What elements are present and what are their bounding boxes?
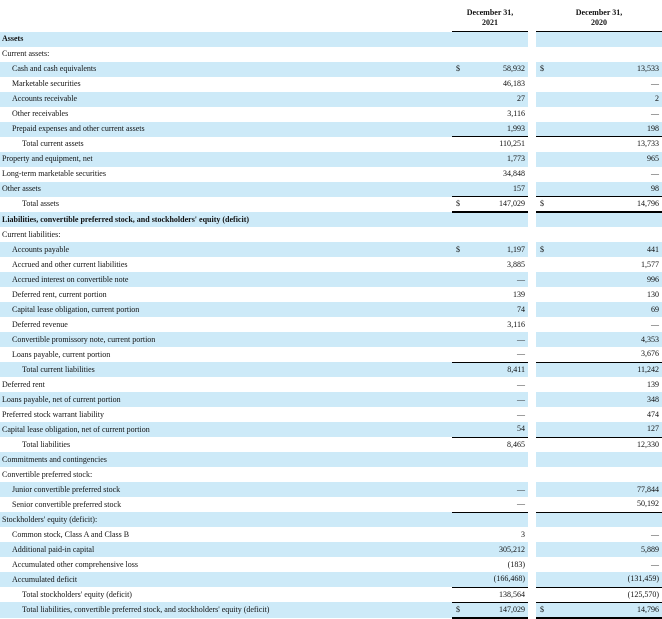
dollar-sign-2021	[452, 362, 470, 377]
table-row	[0, 497, 662, 512]
dollar-sign-2021	[452, 272, 470, 287]
value-2021: 27	[470, 92, 528, 107]
table-row	[0, 92, 662, 107]
dollar-sign-2020	[536, 227, 554, 242]
value-2020: 12,330	[554, 437, 662, 452]
value-2021: 305,212	[470, 542, 528, 557]
column-gap	[528, 602, 536, 618]
dollar-sign-2020	[536, 587, 554, 602]
dollar-sign-2020	[536, 107, 554, 122]
dollar-sign-2021	[452, 587, 470, 602]
dollar-sign-2020	[536, 467, 554, 482]
dollar-sign-2020	[536, 422, 554, 437]
table-row	[0, 482, 662, 497]
dollar-sign-2021	[452, 542, 470, 557]
column-gap	[528, 467, 536, 482]
value-2021: —	[517, 409, 525, 419]
column-gap	[528, 47, 536, 62]
dollar-sign-2021: $	[452, 602, 470, 618]
value-2020: 441	[554, 242, 662, 257]
value-2021: 3,116	[507, 109, 525, 118]
dollar-sign-2021	[452, 227, 470, 242]
dollar-sign-2020: $	[536, 197, 554, 213]
table-row	[0, 137, 662, 152]
value-2020: 50,192	[554, 497, 662, 512]
row-label: Other receivables	[12, 109, 69, 118]
dollar-sign-2020	[536, 137, 554, 152]
row-label: Long-term marketable securities	[2, 169, 106, 178]
value-2020: 1,577	[641, 259, 659, 269]
value-2020: 13,733	[554, 137, 662, 152]
table-row	[0, 152, 662, 167]
value-2020: 13,533	[554, 62, 662, 77]
dollar-sign-2021	[452, 437, 470, 452]
value-2021: 8,465	[470, 437, 528, 452]
header-label-cell	[0, 0, 452, 32]
column-gap	[528, 137, 536, 152]
dollar-sign-2021	[452, 482, 470, 497]
dollar-sign-2021	[452, 152, 470, 167]
column-gap	[528, 572, 536, 587]
value-2020: 198	[554, 122, 662, 137]
value-2021: —	[470, 497, 528, 512]
value-2021	[470, 227, 528, 242]
value-2021: 110,251	[470, 137, 528, 152]
table-row	[0, 362, 662, 377]
table-row	[0, 257, 662, 272]
column-gap	[528, 347, 536, 362]
row-label: Current liabilities:	[2, 229, 61, 239]
value-2020: —	[651, 79, 659, 88]
table-row	[0, 272, 662, 287]
value-2021: 3	[521, 529, 525, 539]
dollar-sign-2021	[452, 182, 470, 197]
table-row	[0, 437, 662, 452]
value-2021: 46,183	[503, 79, 525, 88]
row-label: Stockholders' equity (deficit):	[0, 512, 452, 527]
column-gap	[528, 152, 536, 167]
dollar-sign-2020	[536, 527, 554, 542]
value-2020	[554, 467, 662, 482]
value-2020: (125,570)	[554, 587, 662, 602]
dollar-sign-2021	[452, 392, 470, 407]
row-label: Deferred rent	[2, 379, 45, 389]
value-2020: 2	[554, 92, 662, 107]
row-label: Prepaid expenses and other current assets	[0, 122, 452, 137]
dollar-sign-2020	[536, 317, 554, 332]
value-2021: —	[517, 379, 525, 389]
column-gap	[528, 452, 536, 467]
column-header-2021-line1: December 31,	[466, 8, 514, 17]
dollar-sign-2020	[536, 572, 554, 587]
row-label: Total current liabilities	[0, 362, 452, 377]
table-row	[0, 317, 662, 332]
dollar-sign-2021	[452, 422, 470, 437]
value-2021: (183)	[507, 559, 525, 569]
dollar-sign-2021	[452, 212, 470, 227]
dollar-sign-2020	[536, 287, 554, 302]
column-gap	[528, 122, 536, 137]
dollar-sign-2021	[452, 467, 470, 482]
dollar-sign-2021	[452, 47, 470, 62]
dollar-sign-2021	[452, 107, 470, 122]
dollar-sign-2021: $	[452, 62, 470, 77]
table-row	[0, 77, 662, 92]
value-2021: 147,029	[470, 602, 528, 618]
table-row	[0, 47, 662, 62]
value-2020: 98	[554, 182, 662, 197]
value-2020: 4,353	[554, 332, 662, 347]
value-2020: 69	[554, 302, 662, 317]
value-2021: 147,029	[470, 197, 528, 213]
row-label: Preferred stock warrant liability	[2, 409, 104, 419]
value-2020: 965	[554, 152, 662, 167]
dollar-sign-2021	[452, 512, 470, 527]
column-gap	[528, 197, 536, 213]
column-header-2021-line2: 2021	[482, 18, 498, 27]
dollar-sign-2020	[536, 392, 554, 407]
value-2021: 1,773	[470, 152, 528, 167]
table-row	[0, 572, 662, 587]
value-2020: —	[651, 109, 659, 118]
table-row	[0, 287, 662, 302]
table-row	[0, 407, 662, 422]
value-2021: 8,411	[470, 362, 528, 377]
table-row	[0, 557, 662, 572]
table-row	[0, 212, 662, 227]
row-label: Accrued and other current liabilities	[12, 259, 128, 269]
column-gap	[528, 287, 536, 302]
value-2020	[554, 512, 662, 527]
table-row	[0, 122, 662, 137]
value-2021: 138,564	[470, 587, 528, 602]
value-2021: —	[517, 349, 525, 359]
dollar-sign-2020	[536, 77, 554, 92]
row-label: Deferred revenue	[12, 319, 68, 329]
column-gap	[528, 242, 536, 257]
dollar-sign-2020	[536, 47, 554, 62]
column-gap	[528, 557, 536, 572]
value-2020: 5,889	[554, 542, 662, 557]
value-2020: —	[651, 319, 659, 329]
dollar-sign-2021	[452, 572, 470, 587]
row-label: Additional paid-in capital	[0, 542, 452, 557]
value-2021: 1,993	[470, 122, 528, 137]
row-label: Capital lease obligation, current portion	[0, 302, 452, 317]
column-gap	[528, 482, 536, 497]
column-header-2020-line1: December 31,	[575, 8, 623, 17]
column-gap	[528, 227, 536, 242]
value-2021: 3,116	[507, 319, 525, 329]
row-label: Property and equipment, net	[0, 152, 452, 167]
dollar-sign-2021	[452, 497, 470, 512]
dollar-sign-2021	[452, 377, 470, 392]
dollar-sign-2020	[536, 452, 554, 467]
value-2020: 139	[647, 379, 659, 389]
value-2021	[470, 452, 528, 467]
dollar-sign-2020	[536, 347, 554, 362]
row-label: Total liabilities	[22, 439, 71, 449]
table-row	[0, 62, 662, 77]
dollar-sign-2021	[452, 332, 470, 347]
dollar-sign-2020	[536, 542, 554, 557]
value-2020: (131,459)	[554, 572, 662, 587]
column-gap	[528, 272, 536, 287]
row-label: Accrued interest on convertible note	[0, 272, 452, 287]
dollar-sign-2020	[536, 152, 554, 167]
row-label: Capital lease obligation, net of current portion	[0, 422, 452, 437]
dollar-sign-2021	[452, 302, 470, 317]
column-gap	[528, 77, 536, 92]
table-row	[0, 182, 662, 197]
row-label: Accumulated other comprehensive loss	[12, 559, 138, 569]
dollar-sign-2020	[536, 167, 554, 182]
row-label: Current assets:	[2, 49, 50, 58]
table-row	[0, 32, 662, 47]
value-2020: 996	[554, 272, 662, 287]
dollar-sign-2020: $	[536, 62, 554, 77]
column-gap	[528, 497, 536, 512]
value-2020: 77,844	[554, 482, 662, 497]
row-label: Accounts receivable	[0, 92, 452, 107]
header-gap	[528, 0, 536, 32]
column-gap	[528, 62, 536, 77]
column-gap	[528, 302, 536, 317]
column-gap	[528, 407, 536, 422]
column-gap	[528, 107, 536, 122]
row-label: Liabilities, convertible preferred stock, and stockholders' equity (deficit)	[0, 212, 452, 227]
dollar-sign-2021	[452, 167, 470, 182]
value-2020: 14,796	[554, 602, 662, 618]
row-label: Convertible promissory note, current portion	[0, 332, 452, 347]
row-label: Total current assets	[22, 139, 84, 148]
column-header-2020-line2: 2020	[591, 18, 607, 27]
column-gap	[528, 257, 536, 272]
value-2021: —	[470, 332, 528, 347]
dollar-sign-2020	[536, 482, 554, 497]
dollar-sign-2021	[452, 257, 470, 272]
value-2020: 3,676	[641, 349, 659, 359]
row-label: Loans payable, net of current portion	[0, 392, 452, 407]
row-label: Common stock, Class A and Class B	[12, 529, 130, 539]
header-row	[0, 0, 662, 32]
value-2020	[554, 47, 662, 62]
dollar-sign-2021	[452, 92, 470, 107]
value-2020	[554, 227, 662, 242]
row-label: Senior convertible preferred stock	[12, 499, 122, 509]
table-row	[0, 227, 662, 242]
dollar-sign-2020	[536, 377, 554, 392]
dollar-sign-2021	[452, 137, 470, 152]
column-gap	[528, 422, 536, 437]
column-header-2021	[452, 0, 528, 32]
value-2021: (166,468)	[470, 572, 528, 587]
dollar-sign-2021	[452, 527, 470, 542]
dollar-sign-2021: $	[452, 197, 470, 213]
column-gap	[528, 32, 536, 47]
dollar-sign-2020	[536, 182, 554, 197]
value-2021: 34,848	[503, 169, 525, 178]
row-label: Commitments and contingencies	[0, 452, 452, 467]
dollar-sign-2021	[452, 32, 470, 47]
column-header-2020	[536, 0, 662, 32]
value-2021: 139	[513, 289, 525, 299]
row-label: Convertible preferred stock:	[2, 469, 93, 479]
value-2020	[554, 452, 662, 467]
dollar-sign-2020: $	[536, 242, 554, 257]
table-row	[0, 107, 662, 122]
value-2020	[554, 32, 662, 47]
table-row	[0, 602, 662, 618]
value-2021: 1,197	[470, 242, 528, 257]
row-label: Marketable securities	[12, 79, 81, 88]
dollar-sign-2020	[536, 257, 554, 272]
table-row	[0, 242, 662, 257]
value-2021: 54	[470, 422, 528, 437]
value-2020: 130	[647, 289, 659, 299]
table-row	[0, 527, 662, 542]
value-2021: 74	[470, 302, 528, 317]
dollar-sign-2020	[536, 122, 554, 137]
dollar-sign-2021	[452, 77, 470, 92]
table-row	[0, 587, 662, 602]
value-2020: —	[651, 559, 659, 569]
value-2021	[470, 47, 528, 62]
table-row	[0, 512, 662, 527]
dollar-sign-2020	[536, 302, 554, 317]
column-gap	[528, 587, 536, 602]
value-2020: —	[651, 169, 659, 178]
table-row	[0, 392, 662, 407]
value-2021	[470, 32, 528, 47]
dollar-sign-2021	[452, 287, 470, 302]
row-label: Junior convertible preferred stock	[0, 482, 452, 497]
value-2020: 14,796	[554, 197, 662, 213]
table-row	[0, 197, 662, 213]
table-row	[0, 302, 662, 317]
value-2021: —	[470, 392, 528, 407]
row-label: Deferred rent, current portion	[12, 289, 107, 299]
value-2020	[554, 212, 662, 227]
row-label: Other assets	[0, 182, 452, 197]
table-row	[0, 542, 662, 557]
column-gap	[528, 527, 536, 542]
table-row	[0, 452, 662, 467]
column-gap	[528, 92, 536, 107]
dollar-sign-2021	[452, 317, 470, 332]
dollar-sign-2020	[536, 497, 554, 512]
column-gap	[528, 182, 536, 197]
dollar-sign-2020	[536, 407, 554, 422]
table-row	[0, 167, 662, 182]
column-gap	[528, 167, 536, 182]
value-2021	[470, 467, 528, 482]
row-label: Cash and cash equivalents	[0, 62, 452, 77]
dollar-sign-2020	[536, 437, 554, 452]
dollar-sign-2020	[536, 512, 554, 527]
value-2021	[470, 512, 528, 527]
value-2020: 474	[647, 409, 659, 419]
column-gap	[528, 437, 536, 452]
column-gap	[528, 332, 536, 347]
dollar-sign-2020	[536, 32, 554, 47]
dollar-sign-2021	[452, 122, 470, 137]
column-gap	[528, 317, 536, 332]
table-body	[0, 32, 662, 618]
value-2020: 127	[554, 422, 662, 437]
dollar-sign-2021: $	[452, 242, 470, 257]
column-gap	[528, 377, 536, 392]
table-row	[0, 377, 662, 392]
dollar-sign-2020	[536, 557, 554, 572]
value-2020: —	[651, 529, 659, 539]
dollar-sign-2020	[536, 362, 554, 377]
dollar-sign-2020: $	[536, 602, 554, 618]
column-gap	[528, 362, 536, 377]
value-2021: —	[470, 272, 528, 287]
dollar-sign-2020	[536, 212, 554, 227]
row-label: Total assets	[22, 199, 59, 209]
value-2020: 11,242	[554, 362, 662, 377]
row-label: Accounts payable	[0, 242, 452, 257]
value-2021: 3,885	[507, 259, 525, 269]
dollar-sign-2020	[536, 92, 554, 107]
row-label: Total stockholders' equity (deficit)	[22, 589, 132, 599]
table-row	[0, 422, 662, 437]
dollar-sign-2021	[452, 452, 470, 467]
column-gap	[528, 212, 536, 227]
row-label: Loans payable, current portion	[12, 349, 111, 359]
value-2021: —	[470, 482, 528, 497]
dollar-sign-2021	[452, 557, 470, 572]
column-gap	[528, 542, 536, 557]
dollar-sign-2020	[536, 272, 554, 287]
column-gap	[528, 392, 536, 407]
row-label: Assets	[0, 32, 452, 47]
table-row	[0, 347, 662, 362]
table-row	[0, 467, 662, 482]
value-2021	[470, 212, 528, 227]
dollar-sign-2020	[536, 332, 554, 347]
value-2021: 58,932	[470, 62, 528, 77]
value-2020: 348	[554, 392, 662, 407]
dollar-sign-2021	[452, 407, 470, 422]
dollar-sign-2021	[452, 347, 470, 362]
value-2021: 157	[470, 182, 528, 197]
table-row	[0, 332, 662, 347]
row-label: Total liabilities, convertible preferred stock, and stockholders' equity (deficit)	[0, 602, 452, 618]
row-label: Accumulated deficit	[0, 572, 452, 587]
column-gap	[528, 512, 536, 527]
